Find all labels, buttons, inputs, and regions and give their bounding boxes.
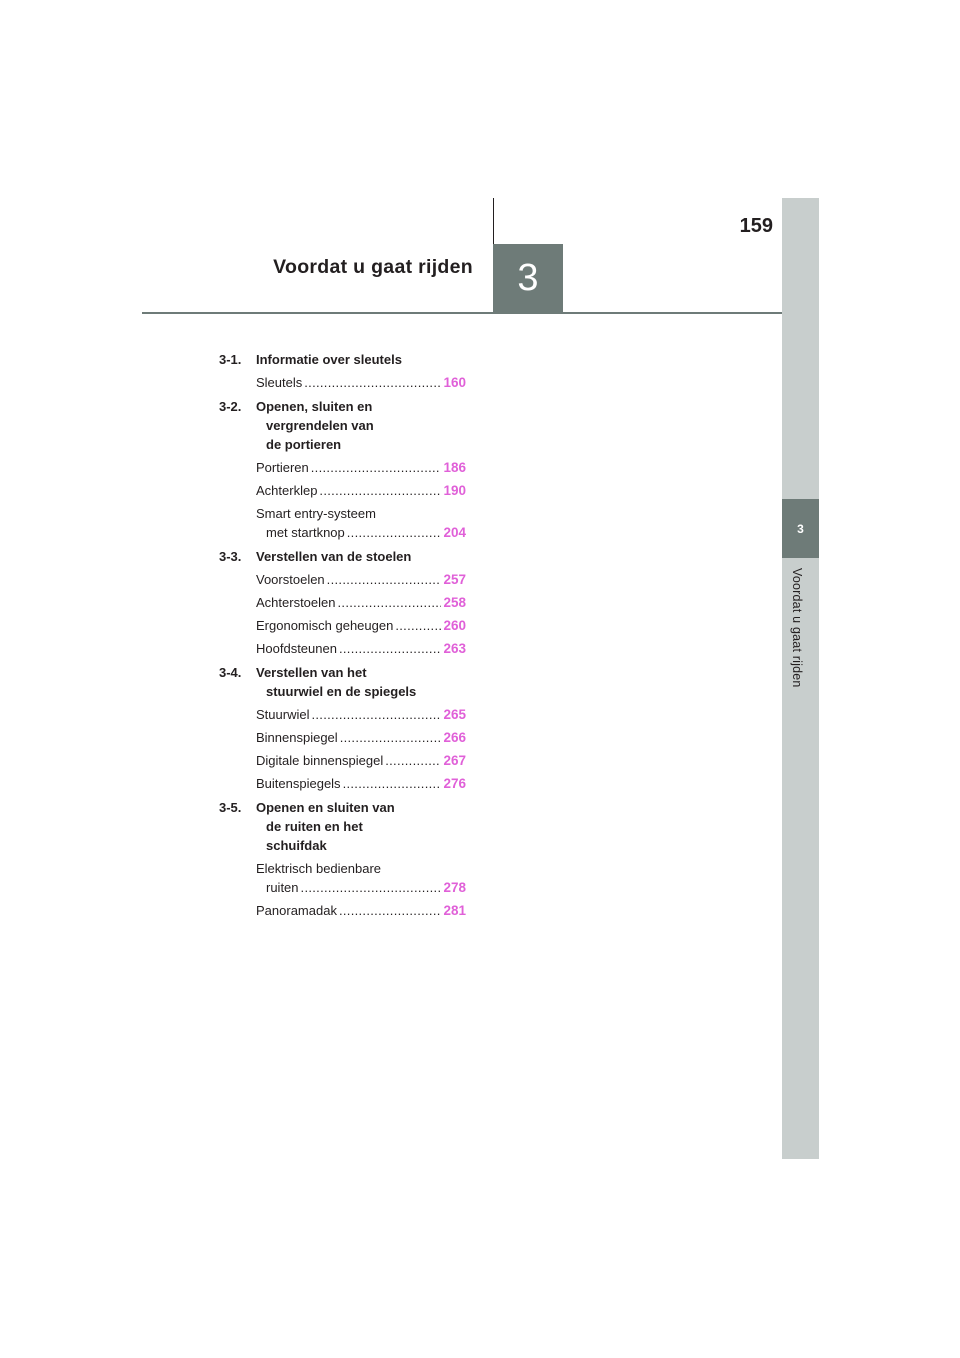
toc-section-title-line: Openen en sluiten van xyxy=(256,800,395,815)
toc-entry-label: Stuurwiel xyxy=(256,707,310,722)
toc-entry-label: Smart entry-systeem xyxy=(256,506,376,521)
toc-section-heading xyxy=(219,350,469,369)
toc-section-title xyxy=(256,350,469,369)
toc-page-link[interactable]: 278 xyxy=(443,880,466,895)
toc-entry-label: met startknop xyxy=(266,525,345,540)
toc-entry-line xyxy=(256,878,466,897)
toc-entry[interactable] xyxy=(256,901,466,920)
toc-entry-line xyxy=(256,774,466,793)
toc-page-link[interactable]: 263 xyxy=(443,641,466,656)
toc-entry-label: ruiten xyxy=(266,880,299,895)
toc-entry-label: Ergonomisch geheugen xyxy=(256,618,394,633)
toc-dot-leader xyxy=(311,458,442,477)
toc-section-title xyxy=(256,798,469,855)
toc-section-title-line: Verstellen van de stoelen xyxy=(256,549,412,564)
toc-entry[interactable] xyxy=(256,504,466,542)
toc-section-title-line: de portieren xyxy=(266,437,342,452)
toc-section-heading xyxy=(219,798,469,855)
toc-entry-label: Voorstoelen xyxy=(256,572,325,587)
side-chapter-tab[interactable]: 3 xyxy=(782,499,819,558)
toc-entry-label: Achterstoelen xyxy=(256,595,336,610)
toc-section-title-line: Openen, sluiten en xyxy=(256,399,373,414)
toc-dot-leader xyxy=(327,570,442,589)
toc-entry-line xyxy=(256,570,466,589)
toc-entry[interactable] xyxy=(256,859,466,897)
toc-page-link[interactable]: 258 xyxy=(443,595,466,610)
toc-section-heading xyxy=(219,663,469,701)
toc-entry-line xyxy=(256,481,466,500)
toc-dot-leader xyxy=(347,523,442,542)
toc-section-title xyxy=(256,663,469,701)
toc-page-link[interactable]: 257 xyxy=(443,572,466,587)
toc-entry-line xyxy=(256,901,466,920)
toc-entry[interactable] xyxy=(256,481,466,500)
toc-dot-leader xyxy=(395,616,441,635)
toc-entry-line xyxy=(256,639,466,658)
toc-entry-line xyxy=(256,523,466,542)
toc-section-title-line: vergrendelen van xyxy=(266,418,374,433)
toc-page-link[interactable]: 160 xyxy=(443,375,466,390)
toc-page-link[interactable]: 266 xyxy=(443,730,466,745)
toc-dot-leader xyxy=(301,878,442,897)
toc-page-link[interactable]: 204 xyxy=(443,525,466,540)
toc-entry[interactable] xyxy=(256,373,466,392)
toc-dot-leader xyxy=(311,705,441,724)
toc-entry-label: Achterklep xyxy=(256,483,318,498)
toc-entry[interactable] xyxy=(256,774,466,793)
toc-entry-line xyxy=(256,593,466,612)
toc-section-title-line: de ruiten en het xyxy=(266,819,363,834)
side-chapter-label: Voordat u gaat rijden xyxy=(790,568,804,688)
toc-section-number: 3-5. xyxy=(219,800,242,815)
toc-section-heading xyxy=(219,397,469,454)
toc-entry-label: Panoramadak xyxy=(256,903,337,918)
toc-entry-label: Portieren xyxy=(256,460,309,475)
toc-dot-leader xyxy=(338,593,442,612)
toc-page-link[interactable]: 281 xyxy=(443,903,466,918)
toc-entry[interactable] xyxy=(256,705,466,724)
toc-section-title xyxy=(256,547,469,566)
toc-entry-line xyxy=(256,616,466,635)
toc-entry-label: Digitale binnenspiegel xyxy=(256,753,384,768)
toc-section-title-line: stuurwiel en de spiegels xyxy=(266,684,417,699)
toc-dot-leader xyxy=(339,901,442,920)
header-vertical-rule xyxy=(493,198,494,245)
toc-page-link[interactable]: 267 xyxy=(443,753,466,768)
toc-entry[interactable] xyxy=(256,616,466,635)
toc-entry-line xyxy=(256,373,466,392)
toc-entry-label: Sleutels xyxy=(256,375,303,390)
toc-entry-line xyxy=(256,705,466,724)
toc-entry[interactable] xyxy=(256,728,466,747)
toc-section-title-line: schuifdak xyxy=(266,838,327,853)
toc-page-link[interactable]: 260 xyxy=(443,618,466,633)
toc-entry-line xyxy=(256,751,466,770)
toc-entry-line xyxy=(256,458,466,477)
toc-entry[interactable] xyxy=(256,593,466,612)
toc-entry[interactable] xyxy=(256,458,466,477)
toc-page-link[interactable]: 190 xyxy=(443,483,466,498)
toc-dot-leader xyxy=(340,728,442,747)
toc-entry-label: Elektrisch bedienbare xyxy=(256,861,382,876)
toc-entry[interactable] xyxy=(256,639,466,658)
toc-entry-label: Buitenspiegels xyxy=(256,776,341,791)
toc-entry-line xyxy=(256,728,466,747)
toc-dot-leader xyxy=(304,373,441,392)
toc-section-title-line: Verstellen van het xyxy=(256,665,367,680)
table-of-contents xyxy=(219,346,469,920)
toc-dot-leader xyxy=(385,751,441,770)
chapter-number-box: 3 xyxy=(493,244,563,313)
header-rule xyxy=(142,312,782,314)
toc-page-link[interactable]: 276 xyxy=(443,776,466,791)
toc-page-link[interactable]: 265 xyxy=(443,707,466,722)
toc-entry-label: Binnenspiegel xyxy=(256,730,338,745)
toc-section-number: 3-3. xyxy=(219,549,242,564)
toc-entry[interactable] xyxy=(256,751,466,770)
toc-entry-label: Hoofdsteunen xyxy=(256,641,337,656)
toc-section-number: 3-1. xyxy=(219,352,242,367)
toc-section-number: 3-4. xyxy=(219,665,242,680)
toc-dot-leader xyxy=(339,639,442,658)
toc-dot-leader xyxy=(319,481,441,500)
toc-entry[interactable] xyxy=(256,570,466,589)
toc-section-title xyxy=(256,397,469,454)
toc-section-title-line: Informatie over sleutels xyxy=(256,352,402,367)
toc-section-heading xyxy=(219,547,469,566)
page-number: 159 xyxy=(739,215,773,237)
toc-page-link[interactable]: 186 xyxy=(443,460,466,475)
toc-section-number: 3-2. xyxy=(219,399,242,414)
page-title: Voordat u gaat rijden xyxy=(273,256,473,278)
toc-dot-leader xyxy=(343,774,442,793)
